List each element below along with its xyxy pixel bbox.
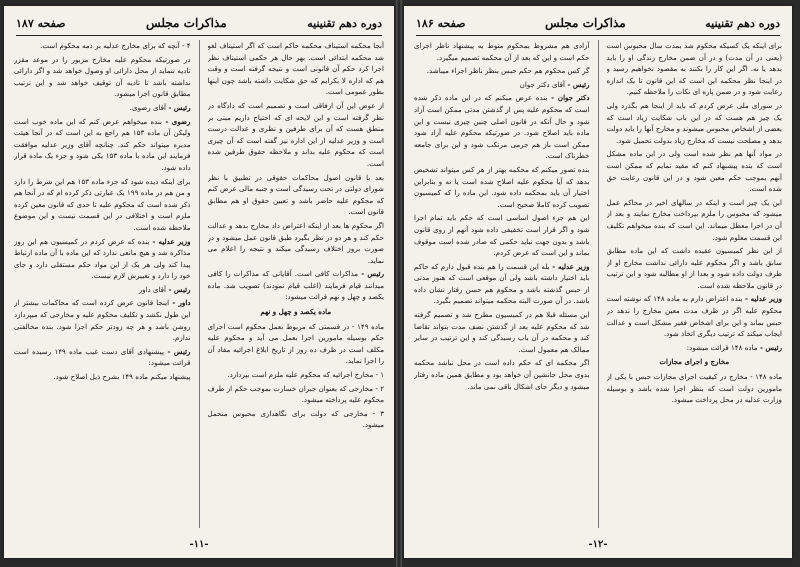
speaker-name: وزیر عدلیه - (549, 261, 590, 271)
paragraph: ماده ۱۴۸ - مخارج در کیفیت اجرای مجازات حبس با یکی از مامورین دولت است که بنظر اجرا شده باشد و بوسیله وزارت عدلیه در محل پرداخت میشود. (606, 372, 782, 405)
paragraph: داور - اینجا قانون عرض کرده است که محاکمات بیشتر از این طول نکشد و تکلیف محکوم علیه و مخارجی که میپردازد روشن باشد و هر چه زودتر حکم اجرا شود. بنده مخالفتی ندارم. (14, 298, 191, 343)
paragraph: رئیس - آقای دکتر جوان (519, 79, 590, 89)
speaker-name: رئیس - (166, 284, 191, 294)
paragraph: رئیس - پیشنهادی آقای دست غیب ماده ۱۴۹ رسیده است قرائت میشود: (14, 346, 191, 368)
paragraph: از این نظر کمیسیون عقیده داشت که این ماده مطابق سابق باشد و اگر محکوم علیه دارائی نداشت مخارج او از طرف دولت داده شود و بعدا از او مطالبه شود و این ترتیب در قانون ملاحظه شده است. (606, 246, 782, 290)
paragraph: برای اینکه دیده شود که جزء ماده ۱۵۳ هم این شرط را دارد و من هم در ماده ۱۹۹ یک عبارتی ذکر کرده ام که در آنجا هم ذکر شده است که محکوم علیه تا حدی که قانون معین کرده ملزم است و اختلافی در این قسمت نیست و این موضوع ملاحظه شده است. (14, 176, 191, 232)
paragraph: گر کس محکوم هم حکم حبس بنظر ناظر اجراء میباشد. (426, 66, 590, 76)
speaker-name: رضوی - (161, 116, 191, 126)
text-columns (414, 40, 782, 528)
paragraph: وزیر عدلیه - بنده اعتراض دارم به ماده ۱۴۸ که نوشته است محکوم علیه اگر در ظرف مدت معین مخارج را ندهد در حبس بماند و این برای اشخاص فقیر مشکل است و عدالت ایجاب میکند که ترتیب دیگری اتخاذ شود. (606, 294, 782, 339)
paragraph: آزادی هم مشروط بمحکوم متوط به پیشنهاد ناظر اجرای حکم است و این که بعد از آن محکمه تصمیم میگیرد. (414, 41, 590, 62)
paragraph: ۴ - آنچه که برای مخارج عدلیه بر ذمه محکوم است. (40, 41, 191, 50)
column-divider (598, 40, 599, 528)
page-number: -۱۲- (588, 539, 608, 550)
paragraph: ۳ - مخارجی که دولت برای نگاهداری محبوس متحمل میشود. (207, 408, 384, 430)
speaker-name: داور - (169, 298, 191, 308)
speaker-name: رئیس - (163, 346, 191, 356)
section-heading: ماده یکصد و چهل و نهم (260, 307, 332, 317)
paragraph: رضوی - بنده میخواهم عرض کنم که این ماده خوب است ولیکن آن ماده ۱۵۳ هم راجع به این است که در آنجا هیئت مدیره میتواند حکم کند. چنانچه آقای وزیر عدلیه موافقت فرمایند این ماده با ماده ۱۵۳ یکی شود و جزء یک ماده قرار داده شود. (14, 116, 191, 172)
paragraph: پیشنهاد میکنم ماده ۱۴۹ بشرح ذیل اصلاح شود. (53, 372, 191, 382)
paragraph: این یک چیز است و اینکه در سالهای اخیر در محاکم عمل میشود که محبوس را ملزم بپرداخت مخارج نمایند و بعد از آن در اجرا معطل میماند. این است که بنده میخواهم تکلیف این قسمت معلوم شود. (606, 197, 782, 242)
speaker-name: رئیس - (757, 342, 782, 352)
paragraph: وزیر عدلیه - بنده که عرض کردم در کمیسیون هم این روز مذاکره شد و هیچ مانعی ندارد که این ماده با آن ماده ارتباط پیدا کند ولی هر یک از این مواد حکم مستقلی دارد و جای خود را دارد و تغییرش لازم نیست. (14, 236, 191, 281)
text-columns (14, 40, 384, 528)
page-number: -۱۱- (189, 539, 209, 550)
paragraph: رئیس - آقای رضوی. (129, 102, 191, 112)
paragraph: آنجا محکمه استیناف محکمه حاکم است که اگر استیناف لغو شد محکمه ابتدائی است. بهر حال هر حکمی استیناف نظر اجرا کرد حکم آن قانونی است و نتیجه گرفته است و وقت هم که اداره لا بکرایم که حق شکایت داشته باشد چون اینها بطور عمومی است. (207, 41, 384, 97)
paragraph: رئیس - مذاکرات کافی است. آقایانی که مذاکرات را کافی میدانند قیام فرمایند (اغلب قیام نمودند) تصویب شد. ماده یکصد و چهل و نهم قرائت میشود: (207, 269, 384, 302)
text-column-right (208, 40, 385, 528)
speaker-name: رئیس - (358, 269, 384, 279)
paragraph: این هم جزء اصول اساسی است که حکم باید تمام اجرا شود و اگر قرار است تخفیفی داده شود آنهم از روی قانون باشد و بدون جهت نباید حکمی که صادر شده است موقوف بماند و این است که عرض کردم. (414, 213, 590, 258)
left-page (4, 6, 394, 558)
paragraph: این مسئله قبلا هم در کمیسیون مطرح شد و تصمیم گرفته شد که محکوم علیه بعد از گذشتن نصف مدت بتواند تقاضا کند و محکمه در آن باب رسیدگی کند و این ترتیب در سایر ممالک هم معمول است. (414, 310, 590, 354)
paragraph: رئیس - آقای داور (138, 284, 191, 294)
paragraph: ۱ - مخارج اجرائیه که محکوم علیه ملزم است بپردازد. (227, 370, 384, 380)
paragraph: اگر محکوم ها بعد از اینکه اعتراض داد مخارج بدهد و عدالت حکم کند و هر دو در نظر بگیرد طبق قانون عمل میشود و در صورت بروز اختلاف رسیدگی میکند و نتیجه را اعلام می نماید. (207, 220, 384, 265)
paragraph: بنده تصور میکنم که محکمه بهتر از هر کس میتواند تشخیص بدهد که آیا محکوم علیه اصلاح شده است یا نه و بنابراین اختیار آن باید بمحکمه داده شود. این ماده را که کمیسیون تصویب کرده کاملا صحیح است. (414, 164, 590, 209)
paragraph: در سورای ملی عرض کردم که باید از اینجا هم بگذرد ولی یک چیز هم هست که در این باب شکایت زیاد است که بعضی از اشخاص محبوس میشوند و مخارج آنها را باید دولت بدهد و مصلحت نیست که مخارج زیاد بدولت تحمیل شود. (606, 100, 782, 145)
text-column-left (414, 40, 590, 528)
page-label: صفحه ۱۸۶ (416, 16, 466, 30)
page-title: مذاکرات مجلس (545, 16, 626, 30)
section-heading: مخارج و اجرای مجازات (659, 357, 730, 367)
page-label: صفحه ۱۸۷ (16, 16, 66, 30)
session-label: دوره دهم تقنینیه (705, 16, 780, 30)
page-title: مذاکرات مجلس (146, 16, 227, 30)
speaker-name: رئیس - (565, 79, 590, 89)
speaker-name: دکتر جوان - (547, 93, 590, 103)
paragraph: در صورتیکه محکوم علیه مخارج مزبور را در موعد مقرر تادیه ننماید از محل دارائی او وصول خواهد شد و اگر دارائی نداشته باشد تا تادیه آن توقیف خواهد شد و این ترتیب مطابق قانون اجرا میشود. (14, 54, 191, 99)
paragraph: دکتر جوان - بنده عرض میکنم که در این ماده ذکر شده است که محکوم علیه پس از گذشتن مدتی ممکن است آزاد شود و حال آنکه در قانون اصلی چنین چیزی نیست و این ماده باید اصلاح شود. در صورتیکه محکوم علیه آزاد شود ممکن است باز هم جرمی مرتکب شود و این برای جامعه خطرناک است. (414, 93, 590, 161)
page-header (16, 14, 382, 36)
text-column-left (14, 40, 191, 528)
paragraph: بعد با قانون اصول محاکمات حقوقی در تطبیق با نظر شورای دولتی در تحت رسیدگی است و جنبه مالی عرض کنم که محکوم علیه حاضر باشد و تعیین حقوق او هم مطابق قانون است. (207, 172, 384, 217)
paragraph: اگر محکمه ای که حکم داده است در محل نباشد محکمه بدوی محل جانشین آن خواهد بود و مطابق همین ماده رفتار میشود و دیگر جای اشکال باقی نمی ماند. (414, 358, 590, 391)
paragraph: در مواد آنها هم نظر شده است ولی در این ماده مشکل است که بنده پیشنهاد کنم که مقید نمایم که ممکن است آنهم بموجب حکم معین شود و در این قانون رعایت حق شده است. (606, 149, 782, 194)
paragraph: ۲ - مخارجی که بعنوان جبران خسارت بموجب حکم از طرف محکوم علیه پرداخته میشود. (207, 383, 384, 405)
paragraph: رئیس - ماده ۱۴۸ قرائت میشود: (686, 342, 782, 352)
paragraph: از عوض این آن ارفاقی است و تصمیم است که دادگاه در نظر گرفته است و این لایحه ای که احتیاج داریم مبنی بر منطق هست که آن برای طرفین و نظری و عدالت درست است و وزیر عدلیه از این اداره نیز گفته است که آن چیزی است که محکوم علیه بداند و ملاحظه حقوق طرفین شده است. (207, 100, 384, 168)
text-column-right (607, 40, 783, 528)
book-gutter (396, 0, 402, 567)
column-divider (199, 40, 200, 528)
speaker-name: وزیر عدلیه - (149, 236, 191, 246)
session-label: دوره دهم تقنینیه (307, 16, 382, 30)
page-header (416, 14, 780, 36)
speaker-name: رئیس - (166, 102, 191, 112)
right-page (404, 6, 792, 558)
paragraph: ماده ۱۴۹ - در قسمتی که مربوط بعمل محکوم است اجرای حکم بوسیله مامورین اجرا بعمل می آید و محکوم علیه مکلف است در ظرف ده روز از تاریخ ابلاغ اجرائیه مفاد آن را اجرا نماید. (207, 321, 384, 366)
speaker-name: وزیر عدلیه - (742, 294, 782, 304)
paragraph: برای اینکه یک کسیکه محکوم شد بمدت سال محبوس است (یعنی در آن مدت) و در آن ضمن مخارج زندگی او را باید بدهد یا نه. اگر این کار را بکنند به مقصود نخواهیم رسید و در اینجا نظر محکمه این است که این قانون تا یک اندازه رعایت شود و در ضمن پاره ای نکات را ملاحظه کنیم. (606, 41, 782, 97)
paragraph: وزیر عدلیه - بله این قسمت را هم بنده قبول دارم که حاکم باید اختیار داشته باشد ولی آن موقعی است که هنوز مدتی از حبس گذشته باشد و محکوم هم حسن رفتار نشان داده باشد. در آن صورت البته محکمه میتواند تصمیم بگیرد. (414, 261, 590, 306)
